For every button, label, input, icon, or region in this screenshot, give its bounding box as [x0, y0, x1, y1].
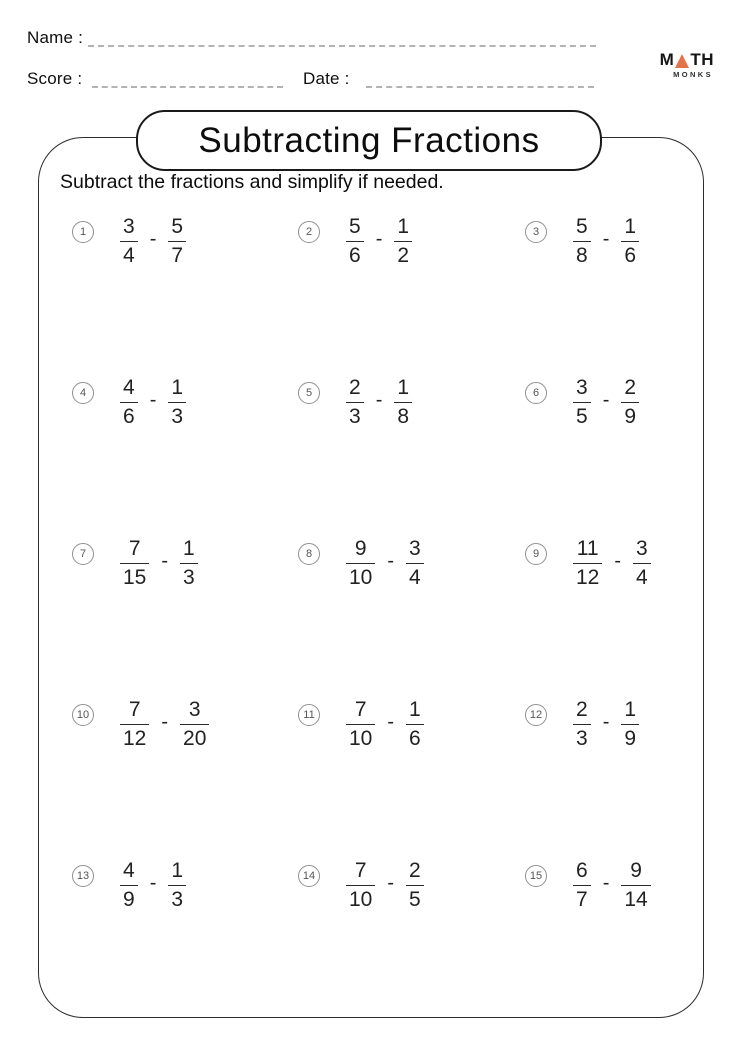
problem: [525, 522, 684, 604]
minus-sign: -: [602, 227, 610, 250]
minuend-numerator: 7: [354, 859, 367, 883]
problem-number: 2: [305, 226, 313, 238]
subtrahend-denominator: 9: [624, 726, 637, 750]
fraction-minuend: [573, 537, 602, 588]
name-label: Name :: [27, 28, 83, 47]
subtrahend-denominator: 6: [409, 726, 421, 750]
fraction-minuend: [346, 698, 375, 749]
subtrahend-numerator: 1: [171, 376, 184, 400]
minuend-numerator: 5: [576, 215, 588, 239]
subtrahend-denominator: 8: [397, 404, 410, 428]
minuend-numerator: 5: [349, 215, 361, 239]
subtrahend-denominator: 3: [183, 565, 195, 589]
problem-number: 10: [76, 709, 90, 721]
problem-number-badge: [525, 382, 547, 404]
fraction-minuend: [573, 859, 591, 910]
subtrahend-denominator: 4: [409, 565, 421, 589]
subtrahend-numerator: 1: [624, 698, 637, 722]
minuend-denominator: 5: [576, 404, 588, 428]
minuend-denominator: 4: [123, 243, 135, 267]
fraction-minuend: [120, 215, 138, 266]
minuend-denominator: 3: [349, 404, 361, 428]
subtrahend-numerator: 1: [624, 215, 637, 239]
minuend-denominator: 10: [349, 726, 373, 750]
problem-number: 15: [529, 870, 543, 882]
fraction-minuend: [573, 698, 591, 749]
minuend-denominator: 9: [123, 887, 135, 911]
score-label: Score :: [27, 69, 83, 88]
triangle-icon: [675, 54, 689, 68]
fraction-minuend: [346, 537, 375, 588]
subtrahend-numerator: 3: [636, 537, 648, 561]
minuend-denominator: 12: [123, 726, 147, 750]
minuend-numerator: 2: [349, 376, 361, 400]
problem-number: 5: [305, 387, 313, 399]
minus-sign: -: [149, 388, 157, 411]
fraction-minuend: [346, 376, 364, 427]
minus-sign: -: [375, 227, 383, 250]
minuend-denominator: 10: [349, 887, 373, 911]
problem: [298, 844, 525, 926]
problem: [298, 361, 525, 443]
problem: [298, 200, 525, 282]
subtrahend-denominator: 9: [624, 404, 637, 428]
problem: [72, 200, 298, 282]
name-field-line: [88, 45, 596, 47]
minus-sign: -: [602, 710, 610, 733]
problem-number: 12: [529, 709, 543, 721]
fraction-subtrahend: [394, 215, 412, 266]
minuend-denominator: 3: [576, 726, 588, 750]
fraction-minuend: [346, 859, 375, 910]
problem: [525, 200, 684, 282]
subtrahend-numerator: 3: [188, 698, 201, 722]
fraction-subtrahend: [406, 859, 424, 910]
problem: [72, 683, 298, 765]
problem: [298, 683, 525, 765]
fraction-minuend: [120, 537, 149, 588]
minuend-denominator: 7: [576, 887, 588, 911]
problem-number: 11: [303, 709, 315, 721]
minus-sign: -: [602, 388, 610, 411]
fraction-subtrahend: [621, 698, 639, 749]
score-field-line: [92, 86, 283, 88]
logo-letters-th: TH: [690, 50, 714, 69]
fraction-subtrahend: [394, 376, 412, 427]
fraction-subtrahend: [180, 698, 209, 749]
minus-sign: -: [161, 549, 169, 572]
page-title: Subtracting Fractions: [198, 120, 540, 160]
problem-number-badge: [72, 382, 94, 404]
minus-sign: -: [614, 549, 622, 572]
problem-number: 14: [302, 870, 316, 882]
problem: [525, 844, 684, 926]
subtrahend-denominator: 2: [397, 243, 410, 267]
date-field-line: [366, 86, 594, 88]
minuend-numerator: 3: [576, 376, 588, 400]
problem-number: 13: [76, 870, 90, 882]
subtrahend-denominator: 5: [409, 887, 421, 911]
minuend-denominator: 15: [123, 565, 147, 589]
problem-number: 8: [305, 548, 313, 560]
logo-subtitle: MONKS: [673, 70, 713, 79]
subtrahend-denominator: 6: [624, 243, 637, 267]
minuend-numerator: 4: [123, 859, 135, 883]
fraction-subtrahend: [180, 537, 198, 588]
minuend-numerator: 6: [576, 859, 588, 883]
minus-sign: -: [387, 871, 395, 894]
subtrahend-numerator: 1: [397, 376, 410, 400]
minus-sign: -: [387, 549, 395, 572]
subtrahend-numerator: 1: [171, 859, 184, 883]
subtrahend-denominator: 20: [183, 726, 207, 750]
fraction-minuend: [573, 376, 591, 427]
minus-sign: -: [602, 871, 610, 894]
minuend-denominator: 10: [349, 565, 373, 589]
problem: [72, 522, 298, 604]
problems-grid: [72, 200, 684, 1005]
problem-number-badge: [298, 543, 320, 565]
minuend-denominator: 8: [576, 243, 588, 267]
subtrahend-numerator: 1: [397, 215, 410, 239]
subtrahend-numerator: 2: [409, 859, 421, 883]
minuend-denominator: 6: [123, 404, 135, 428]
problem-number: 4: [79, 387, 87, 399]
worksheet-title-banner: [136, 110, 602, 171]
problem-number-badge: [72, 704, 94, 726]
fraction-subtrahend: [621, 376, 639, 427]
date-label: Date :: [303, 69, 350, 88]
subtrahend-numerator: 1: [183, 537, 195, 561]
problem-number-badge: [72, 865, 94, 887]
minuend-numerator: 4: [123, 376, 135, 400]
minuend-numerator: 3: [123, 215, 135, 239]
problem: [72, 844, 298, 926]
problem-number-badge: [298, 704, 320, 726]
minuend-numerator: 9: [354, 537, 367, 561]
problem: [525, 683, 684, 765]
minuend-denominator: 12: [576, 565, 600, 589]
fraction-subtrahend: [406, 537, 424, 588]
problem-number-badge: [298, 221, 320, 243]
subtrahend-denominator: 14: [624, 887, 648, 911]
problem-number: 9: [532, 548, 540, 560]
minus-sign: -: [161, 710, 169, 733]
problem-number-badge: [525, 704, 547, 726]
problem-number: 7: [79, 548, 87, 560]
problem-number-badge: [72, 221, 94, 243]
logo-wordmark: [660, 51, 714, 68]
subtrahend-denominator: 3: [171, 887, 184, 911]
minuend-numerator: 11: [576, 537, 599, 561]
fraction-subtrahend: [168, 376, 186, 427]
subtrahend-numerator: 1: [409, 698, 421, 722]
minuend-numerator: 7: [128, 537, 141, 561]
minus-sign: -: [375, 388, 383, 411]
problem-number-badge: [525, 221, 547, 243]
minus-sign: -: [149, 227, 157, 250]
minus-sign: -: [149, 871, 157, 894]
fraction-minuend: [120, 698, 149, 749]
subtrahend-numerator: 3: [409, 537, 421, 561]
problem-number-badge: [298, 865, 320, 887]
problem-number: 6: [532, 387, 540, 399]
subtrahend-denominator: 4: [636, 565, 648, 589]
fraction-subtrahend: [621, 215, 639, 266]
problem: [298, 522, 525, 604]
logo-letter-m: M: [659, 50, 675, 69]
minuend-denominator: 6: [349, 243, 361, 267]
problem-number-badge: [72, 543, 94, 565]
fraction-minuend: [120, 859, 138, 910]
subtrahend-denominator: 3: [171, 404, 184, 428]
problem-number-badge: [525, 543, 547, 565]
problem: [525, 361, 684, 443]
fraction-subtrahend: [633, 537, 651, 588]
minuend-numerator: 7: [354, 698, 367, 722]
math-monks-logo: [660, 51, 714, 79]
problem-number-badge: [525, 865, 547, 887]
fraction-minuend: [120, 376, 138, 427]
fraction-subtrahend: [168, 859, 186, 910]
minus-sign: -: [387, 710, 395, 733]
fraction-minuend: [346, 215, 364, 266]
minuend-numerator: 2: [576, 698, 588, 722]
problem-number: 1: [79, 226, 87, 238]
fraction-minuend: [573, 215, 591, 266]
subtrahend-denominator: 7: [171, 243, 184, 267]
problem-number-badge: [298, 382, 320, 404]
subtrahend-numerator: 2: [624, 376, 637, 400]
instruction-text: Subtract the fractions and simplify if needed.: [60, 171, 444, 193]
problem-number: 3: [532, 226, 540, 238]
problem: [72, 361, 298, 443]
subtrahend-numerator: 5: [171, 215, 184, 239]
fraction-subtrahend: [168, 215, 186, 266]
fraction-subtrahend: [406, 698, 424, 749]
minuend-numerator: 7: [128, 698, 141, 722]
subtrahend-numerator: 9: [630, 859, 642, 883]
fraction-subtrahend: [621, 859, 650, 910]
